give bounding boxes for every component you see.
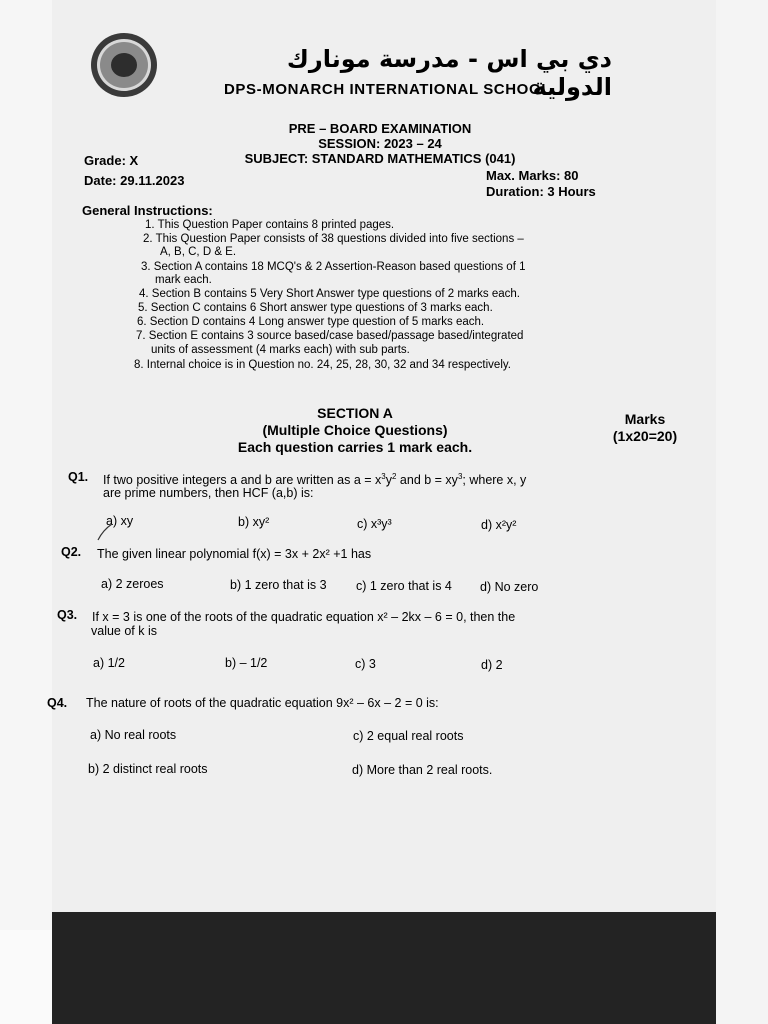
instruction-line: units of assessment (4 marks each) with sub parts. <box>151 344 410 356</box>
option: d) No zero <box>480 580 539 594</box>
marks-label: Marks <box>624 411 666 427</box>
question-text: value of k is <box>91 624 158 638</box>
exam-subject: SUBJECT: STANDARD MATHEMATICS (041) <box>244 151 516 166</box>
option: c) x³y³ <box>357 517 392 531</box>
question-label: Q4. <box>47 696 68 710</box>
dark-surface <box>52 912 716 1024</box>
instruction-line: 7. Section E contains 3 source based/case based/passage based/integrated <box>136 330 524 342</box>
option: b) 2 distinct real roots <box>88 762 208 776</box>
question-label: Q2. <box>61 545 82 559</box>
section-note: Each question carries 1 mark each. <box>237 439 473 455</box>
instruction-line: 6. Section D contains 4 Long answer type question of 5 marks each. <box>137 316 485 328</box>
question-text: If x = 3 is one of the roots of the quadratic equation x² – 2kx – 6 = 0, then the <box>92 610 516 624</box>
question-label: Q1. <box>68 470 89 484</box>
left-background <box>0 0 52 1024</box>
option: d) More than 2 real roots. <box>352 763 493 777</box>
option: a) 2 zeroes <box>101 577 164 591</box>
instruction-line: A, B, C, D & E. <box>160 246 237 258</box>
option: b) xy² <box>238 515 270 529</box>
instruction-line: mark each. <box>155 274 212 286</box>
instructions-heading: General Instructions: <box>82 203 213 218</box>
question-label: Q3. <box>57 608 78 622</box>
bottom-left-background <box>0 930 52 1024</box>
pen-tick-mark <box>96 522 118 542</box>
question-text: are prime numbers, then HCF (a,b) is: <box>103 486 314 500</box>
instruction-line: 8. Internal choice is in Question no. 24, 25, 28, 30, 32 and 34 respectively. <box>134 359 511 371</box>
option: c) 1 zero that is 4 <box>356 579 452 593</box>
instruction-line: 3. Section A contains 18 MCQ's & 2 Assertion-Reason based questions of 1 <box>141 261 526 273</box>
option: c) 3 <box>355 657 376 671</box>
question-text: The nature of roots of the quadratic equation 9x² – 6x – 2 = 0 is: <box>86 696 439 710</box>
instruction-line: 4. Section B contains 5 Very Short Answer type questions of 2 marks each. <box>139 288 520 300</box>
max-marks: Max. Marks: 80 <box>486 168 579 183</box>
section-subtitle: (Multiple Choice Questions) <box>262 422 448 438</box>
exam-session: SESSION: 2023 – 24 <box>318 136 442 151</box>
school-name: DPS-MONARCH INTERNATIONAL SCHOOL <box>224 81 551 98</box>
option: a) No real roots <box>90 728 177 742</box>
exam-date: Date: 29.11.2023 <box>84 173 185 188</box>
option: a) xy <box>106 514 134 528</box>
school-logo-icon <box>91 33 157 97</box>
school-name-arabic: دي بي اس - مدرسة مونارك الدولية <box>286 45 612 101</box>
grade: Grade: X <box>84 153 139 168</box>
duration: Duration: 3 Hours <box>486 184 596 199</box>
question-text: If two positive integers a and b are written as $a = x^3y^2$ and $b = xy^3$; where x, y <box>103 472 527 488</box>
option: d) x²y² <box>481 518 517 532</box>
option: b) 1 zero that is 3 <box>230 578 327 592</box>
instruction-line: 5. Section C contains 6 Short answer type questions of 3 marks each. <box>138 302 493 314</box>
instruction-line: 2. This Question Paper consists of 38 questions divided into five sections – <box>143 233 524 245</box>
option: a) 1/2 <box>93 656 125 670</box>
right-background <box>714 0 768 1024</box>
exam-title: PRE – BOARD EXAMINATION <box>288 121 472 136</box>
question-text: The given linear polynomial f(x) = 3x + 2x² +1 has <box>97 547 372 561</box>
option: b) – 1/2 <box>225 656 268 670</box>
option: c) 2 equal real roots <box>353 729 464 743</box>
option: d) 2 <box>481 658 503 672</box>
section-title: SECTION A <box>317 405 393 421</box>
marks-value: (1x20=20) <box>612 428 678 444</box>
instruction-line: 1. This Question Paper contains 8 printed pages. <box>145 219 395 231</box>
